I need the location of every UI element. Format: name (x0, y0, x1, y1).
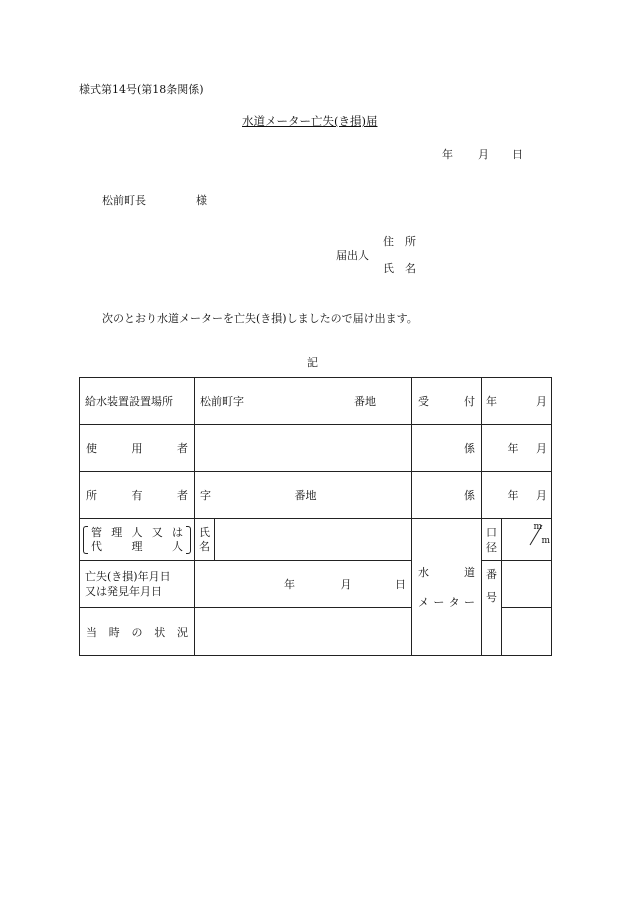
diameter-value-cell[interactable] (502, 519, 552, 561)
loss-year: 年 (284, 578, 295, 591)
form-row-agent (80, 519, 552, 561)
unit-top: m (533, 522, 542, 532)
number-label-2: 号 (486, 591, 497, 604)
date-year-label: 年 (442, 148, 453, 161)
receipt-label (418, 393, 475, 409)
owner-kakari: 係 (464, 489, 475, 502)
form-row-loss-date (80, 561, 552, 608)
owner-banchi: 番地 (294, 489, 317, 502)
meter-label-char: メ (418, 596, 429, 609)
user-label-cell (80, 425, 195, 472)
meter-label-char: 道 (464, 566, 475, 579)
location-label-cell (80, 378, 195, 425)
number-label-cell (482, 561, 502, 656)
unit-bottom: m (541, 536, 550, 546)
agent-name-label-2: 名 (199, 539, 210, 553)
owner-month: 月 (536, 489, 547, 502)
form-row-owner (80, 472, 552, 519)
meter-label-line2 (418, 594, 475, 610)
number-label-1: 番 (486, 568, 497, 581)
agent-name-label-1: 氏 (199, 525, 210, 539)
meter-label-line1 (418, 564, 475, 580)
diameter-label-cell (482, 519, 502, 561)
user-month: 月 (536, 442, 547, 455)
meter-label-char: ー (433, 596, 445, 609)
agent-label-char: 管 (91, 525, 102, 539)
owner-aza: 字 (200, 489, 211, 502)
meter-label-char: 水 (418, 566, 429, 579)
agent-label (83, 526, 191, 554)
notification-form-table (79, 377, 552, 656)
loss-date-label-cell (80, 561, 195, 608)
agent-label-line2 (91, 540, 183, 554)
circumstances-label (86, 624, 188, 640)
user-year: 年 (507, 442, 519, 455)
receipt-label-cell (412, 378, 482, 425)
owner-year: 年 (507, 489, 519, 502)
circumstances-label-char: 状 (154, 625, 166, 639)
honorific: 様 (196, 194, 207, 207)
date-day-label: 日 (512, 148, 523, 161)
receipt-month: 月 (536, 395, 547, 408)
owner-label (86, 487, 188, 503)
owner-label-char: 有 (131, 489, 143, 502)
receipt-date-cell[interactable] (482, 378, 552, 425)
owner-date-cell[interactable] (482, 472, 552, 519)
agent-label-char: 又 (151, 525, 163, 539)
diameter-label-1: 口 (486, 525, 497, 539)
form-number: 様式第14号(第18条関係) (79, 83, 204, 96)
address-label: 住 所 (383, 235, 416, 248)
agent-name-value-cell[interactable] (215, 519, 412, 561)
loss-date-value-cell[interactable] (195, 561, 412, 608)
receipt-label-char: 付 (464, 395, 475, 408)
owner-label-char: 者 (177, 489, 188, 502)
owner-kakari-cell (412, 472, 482, 519)
circumstances-label-char: 況 (177, 625, 188, 639)
applicant-label: 届出人 (336, 249, 369, 262)
receipt-label-char: 受 (418, 395, 429, 408)
form-row-user (80, 425, 552, 472)
meter-label-cell (412, 519, 482, 656)
user-label (86, 440, 188, 456)
agent-label-char: 理 (111, 525, 123, 539)
user-value-cell[interactable] (195, 425, 412, 472)
loss-date-label-2: 又は発見年月日 (85, 585, 162, 598)
meter-label-char: ー (463, 596, 475, 609)
statement: 次のとおり水道メーターを亡失(き損)しましたので届け出ます。 (102, 312, 418, 325)
place-prefix: 松前町字 (200, 395, 244, 408)
owner-address-cell[interactable] (195, 472, 412, 519)
agent-label-char: 理 (131, 539, 143, 553)
ki-label: 記 (307, 356, 318, 369)
agent-label-line1 (91, 526, 183, 540)
location-label: 給水装置設置場所 (85, 395, 173, 408)
number-value-cell-lower[interactable] (502, 608, 552, 656)
user-label-char: 使 (86, 442, 97, 455)
form-row-location (80, 378, 552, 425)
circumstances-value-cell[interactable] (195, 608, 412, 656)
circumstances-label-char: 時 (108, 625, 120, 639)
user-kakari: 係 (464, 442, 475, 455)
place-banchi: 番地 (354, 395, 376, 408)
user-label-char: 用 (131, 442, 143, 455)
agent-label-char: 代 (91, 539, 102, 553)
owner-label-cell (80, 472, 195, 519)
user-label-char: 者 (177, 442, 188, 455)
diameter-label-2: 径 (486, 540, 497, 554)
receipt-year: 年 (486, 395, 497, 408)
document-title: 水道メーター亡失(き損)届 (242, 114, 378, 128)
circumstances-label-cell (80, 608, 195, 656)
meter-label-char: タ (448, 596, 460, 609)
name-label: 氏 名 (383, 262, 416, 275)
location-value-cell[interactable] (195, 378, 412, 425)
addressee: 松前町長 (102, 194, 146, 207)
loss-date-label-1: 亡失(き損)年月日 (85, 570, 171, 583)
circumstances-label-char: 当 (86, 625, 97, 639)
agent-label-char: 人 (172, 539, 183, 553)
user-date-cell[interactable] (482, 425, 552, 472)
date-month-label: 月 (478, 148, 489, 161)
agent-name-label-cell (195, 519, 215, 561)
agent-label-cell (80, 519, 195, 561)
number-value-cell[interactable] (502, 561, 552, 608)
agent-label-char: は (172, 525, 183, 539)
owner-label-char: 所 (86, 489, 97, 502)
loss-month: 月 (340, 578, 352, 591)
loss-day: 日 (395, 578, 406, 591)
user-kakari-cell (412, 425, 482, 472)
circumstances-label-char: の (131, 625, 143, 639)
agent-label-char: 人 (131, 525, 143, 539)
